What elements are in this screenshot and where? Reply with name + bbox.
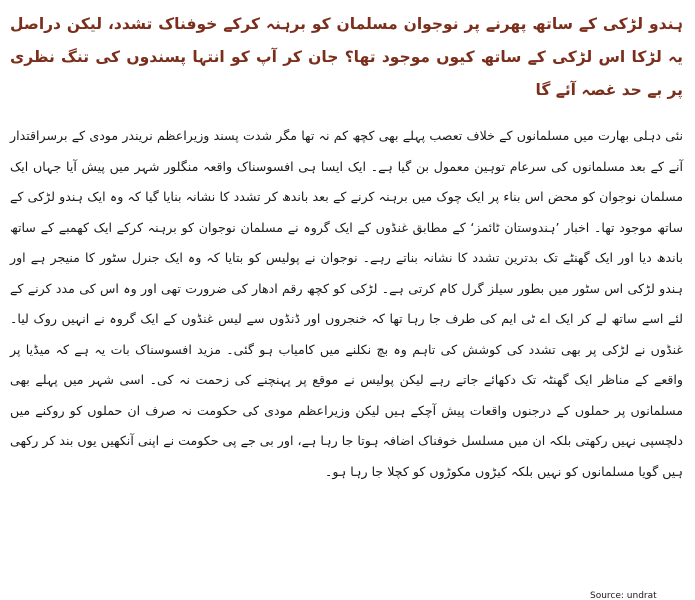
article-headline: ہندو لڑکی کے ساتھ پھرنے پر نوجوان مسلمان کو برہنہ کرکے خوفناک تشدد، لیکن دراصل یہ لڑکا اس لڑکی کے ساتھ کیوں موجود تھا؟ جان کر آپ کو انتہا پسندوں کی تنگ نظری پر بے حد غصہ آئے گا xyxy=(10,15,683,99)
article-body: نئی دہلی بھارت میں مسلمانوں کے خلاف تعصب پہلے بھی کچھ کم نہ تھا مگر شدت پسند وزیراعظم نریندر مودی کے برسراقتدار آنے کے بعد مسلمانوں کی سرعام توہین معمول بن گیا ہے۔ ایک ایسا ہی افسوسناک واقعہ منگلور شہر میں پیش آیا جہاں ایک مسلمان نوجوان کو محض اس بناء پر ایک چوک میں برہنہ کرنے کے بعد باندھ کر تشدد کا نشانہ بنایا گیا کہ وہ ایک ہندو لڑکی کے ساتھ موجود تھا۔ اخبار ’ہندوستان ٹائمز‘ کے مطابق غنڈوں کے ایک گروہ نے مسلمان نوجوان کو برہنہ کرکے ایک کھمبے کے ساتھ باندھ دیا اور ایک گھنٹے تک بدترین تشدد کا نشانہ بناتے رہے۔ نوجوان نے پولیس کو بتایا کہ وہ ایک جنرل سٹور کا منیجر ہے اور ہندو لڑکی اس سٹور میں بطور سیلز گرل کام کرتی ہے۔ لڑکی کو کچھ رقم ادھار کی ضرورت تھی اور وہ اس کی مدد کرنے کے لئے اسے ساتھ لے کر ایک اے ٹی ایم کی طرف جا رہا تھا کہ خنجروں اور ڈنڈوں سے لیس غنڈوں کے ایک گروہ نے انہیں روک لیا۔ غنڈوں نے لڑکی پر بھی تشدد کی کوشش کی تاہم وہ بچ نکلنے میں کامیاب ہو گئی۔ مزید افسوسناک بات یہ ہے کہ میڈیا پر واقعے کے مناظر ایک گھنٹہ تک دکھائے جاتے رہے لیکن پولیس نے موقع پر پہنچنے کی زحمت نہ کی۔ اسی شہر میں پہلے بھی مسلمانوں پر حملوں کے درجنوں واقعات پیش آچکے ہیں لیکن وزیراعظم مودی کی حکومت نہ صرف ان حملوں کو روکنے میں دلچسپی نہیں رکھتی بلکہ ان میں مسلسل خوفناک اضافہ ہوتا جا رہا ہے، اور بی جے پی حکومت نے اپنی آنکھیں یوں بند کر رکھی ہیں گویا مسلمانوں کو نہیں بلکہ کیڑوں مکوڑوں کو کچلا جا رہا ہو۔ xyxy=(10,128,683,479)
source-credit: Source: undrat xyxy=(590,591,657,600)
